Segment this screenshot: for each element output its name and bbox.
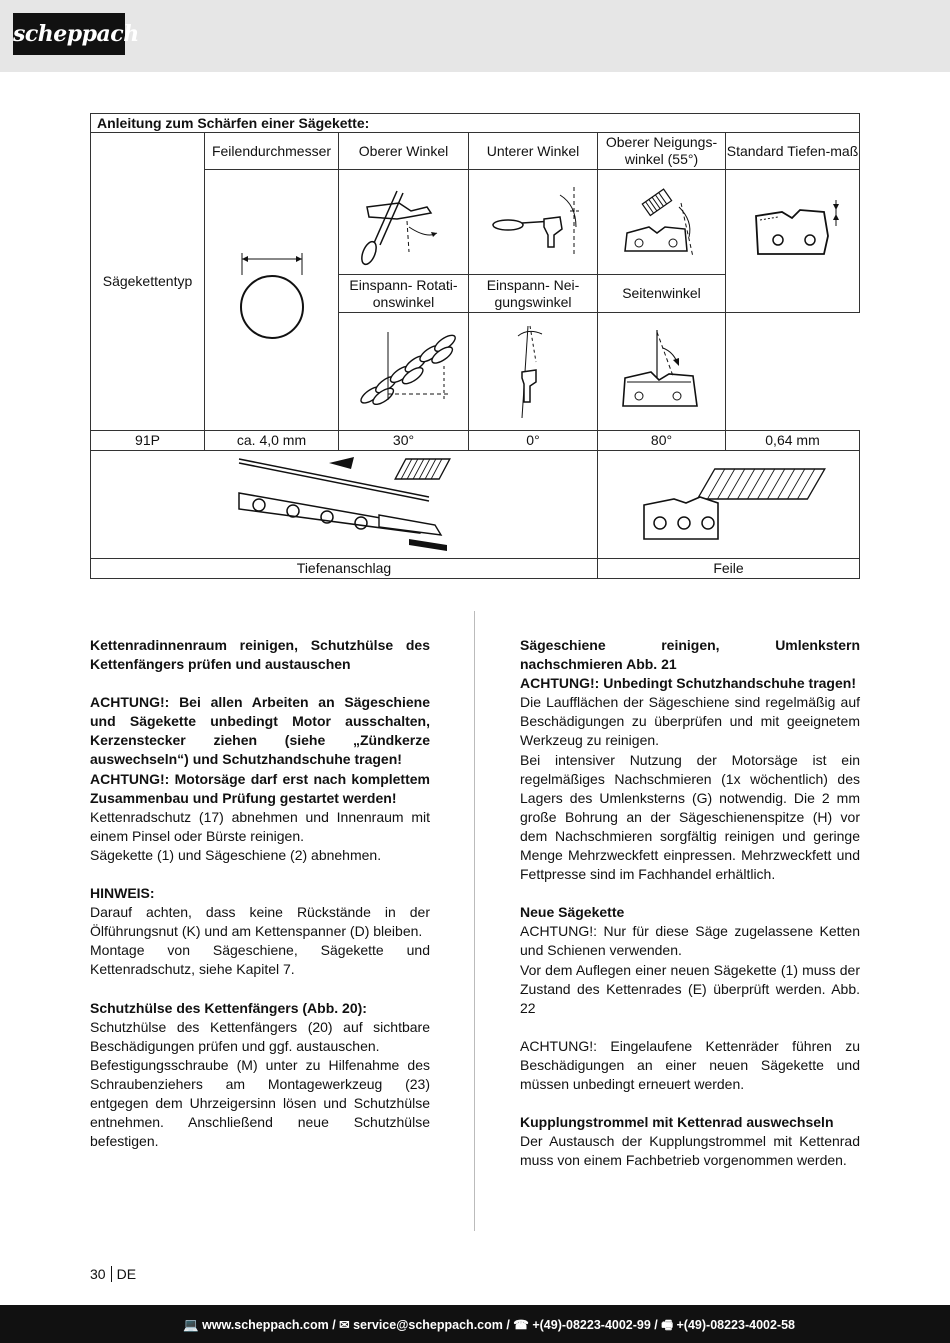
spacer (90, 980, 430, 999)
spacer (520, 1018, 860, 1037)
row-label: Sägekettentyp (91, 133, 205, 431)
page-number (90, 1266, 136, 1282)
page-language: DE (116, 1266, 137, 1282)
file-figure (598, 451, 860, 559)
right-paragraph-sprocket-check: Vor dem Auflegen einer neuen Sägekette (1) muss der Zustand des Kettenrades (E) überprüft werden. Abb. 22 (520, 961, 860, 1016)
spacer (520, 1094, 860, 1113)
right-heading-bar: Sägeschiene reinigen, Umlenkstern nachschmieren Abb. 21 (520, 637, 860, 673)
value-chain-type: 91P (91, 431, 205, 451)
value-depth-gauge: 0,64 mm (726, 431, 860, 451)
tilt-angle-figure (598, 170, 726, 275)
header-lower-angle: Unterer Winkel (469, 133, 598, 170)
right-paragraph-grease: Bei intensiver Nutzung der Motorsäge ist ein regelmäßiges Nachschmieren (1x wöchentlich) des Lagers des Umlenksterns (G) notwendig. Die 2 mm große Bohrung an der Sägeschienenspitze (H) vor dem Nachschmieren sorgfältig reinigen und geringe Menge Mehrzweckfett einpressen. Mehrzweckfett und Fettpresse sind im Fachhandel erhältlich. (520, 751, 860, 883)
right-paragraph-surfaces: Die Laufflächen der Sägeschiene sind regelmäßig auf Beschädigungen zu überprüfen und mit geeignetem Werkzeug zu reinigen. (520, 694, 860, 749)
right-column (520, 636, 860, 1170)
header-bar (0, 0, 950, 72)
side-angle-figure (598, 313, 726, 431)
footer-bar (0, 1305, 950, 1343)
right-heading-new-chain: Neue Sägekette (520, 904, 625, 921)
value-file-diameter: ca. 4,0 mm (205, 431, 339, 451)
left-warning-engine-off: ACHTUNG!: Bei allen Arbeiten an Sägeschiene und Sägekette unbedingt Motor ausschalten, Kerzenstecker ziehen (siehe „Zündkerze auswechseln“) und Schutzhandschuhe tragen! (90, 694, 430, 768)
header-file-diameter: Feilendurchmesser (205, 133, 339, 170)
right-paragraph-approved: ACHTUNG!: Nur für diese Säge zugelassene Ketten und Schienen verwenden. (520, 923, 860, 959)
value-lower-angle: 0° (469, 431, 598, 451)
label-depth-gauge-tool: Tiefenanschlag (91, 559, 598, 579)
left-paragraph-remove: Sägekette (1) und Sägeschiene (2) abnehmen. (90, 846, 382, 863)
left-paragraph-cover: Kettenradschutz (17) abnehmen und Innenraum mit einem Pinsel oder Bürste reinigen. (90, 808, 430, 844)
page-number-separator (111, 1266, 112, 1282)
header-side-angle: Seitenwinkel (598, 275, 726, 313)
depth-gauge-figure (726, 170, 860, 313)
header-depth-gauge: Standard Tiefen-maß (726, 133, 860, 170)
column-divider (474, 611, 475, 1231)
left-heading-catcher: Schutzhülse des Kettenfängers (Abb. 20): (90, 999, 367, 1016)
left-heading-sprocket: Kettenradinnenraum reinigen, Schutzhülse des Kettenfängers prüfen und austauschen (90, 637, 430, 673)
left-column (90, 636, 430, 1151)
lower-angle-figure (469, 170, 598, 275)
value-side-angle: 80° (598, 431, 726, 451)
left-note-heading: HINWEIS: (90, 885, 155, 902)
page-number-value: 30 (90, 1266, 106, 1282)
right-warning-gloves: ACHTUNG!: Unbedingt Schutzhandschuhe tragen! (520, 675, 856, 692)
file-diameter-figure (205, 170, 339, 431)
left-paragraph-residue: Darauf achten, dass keine Rückstände in der Ölführungsnut (K) und am Kettenspanner (D) bleiben. (90, 904, 430, 940)
upper-angle-figure (339, 170, 469, 275)
right-heading-clutch: Kupplungstrommel mit Kettenrad auswechseln (520, 1114, 834, 1131)
brand-logo: scheppach (13, 13, 125, 55)
spacer (90, 865, 430, 884)
left-paragraph-screw: Befestigungsschraube (M) unter zu Hilfenahme des Schraubenziehers am Montagewerkzeug (23) entgegen dem Uhrzeigersinn lösen und Schutzhülse entnehmen. Anschließend neue Schutzhülse befestigen. (90, 1056, 430, 1150)
left-paragraph-inspect: Schutzhülse des Kettenfängers (20) auf sichtbare Beschädigungen prüfen und ggf. austauschen. (90, 1018, 430, 1054)
spacer (90, 674, 430, 693)
header-upper-angle: Oberer Winkel (339, 133, 469, 170)
right-paragraph-worn: ACHTUNG!: Eingelaufene Kettenräder führen zu Beschädigungen an einer neuen Sägekette und müssen unbedingt erneuert werden. (520, 1037, 860, 1092)
clamp-rotation-figure (339, 313, 469, 431)
spacer (520, 884, 860, 903)
left-warning-start: ACHTUNG!: Motorsäge darf erst nach komplettem Zusammenbau und Prüfung gestartet werden! (90, 770, 430, 806)
value-upper-angle: 30° (339, 431, 469, 451)
header-tilt-angle: Oberer Neigungs-winkel (55°) (598, 133, 726, 170)
table-caption: Anleitung zum Schärfen einer Sägekette: (91, 114, 860, 133)
header-clamp-tilt: Einspann- Nei-gungswinkel (469, 275, 598, 313)
footer-contact: 💻 www.scheppach.com / ✉ service@scheppach.com / ☎ +(49)-08223-4002-99 / 🖷 +(49)-08223-4002-58 (183, 1318, 795, 1332)
depth-gauge-tool-figure (91, 451, 598, 559)
header-clamp-rotation: Einspann- Rotati-onswinkel (339, 275, 469, 313)
left-paragraph-assembly: Montage von Sägeschiene, Sägekette und Kettenradschutz, siehe Kapitel 7. (90, 942, 430, 978)
sharpening-table (90, 113, 860, 579)
label-file: Feile (598, 559, 860, 579)
right-paragraph-clutch: Der Austausch der Kupplungstrommel mit Kettenrad muss von einem Fachbetrieb vorgenommen werden. (520, 1133, 860, 1169)
clamp-tilt-figure (469, 313, 598, 431)
